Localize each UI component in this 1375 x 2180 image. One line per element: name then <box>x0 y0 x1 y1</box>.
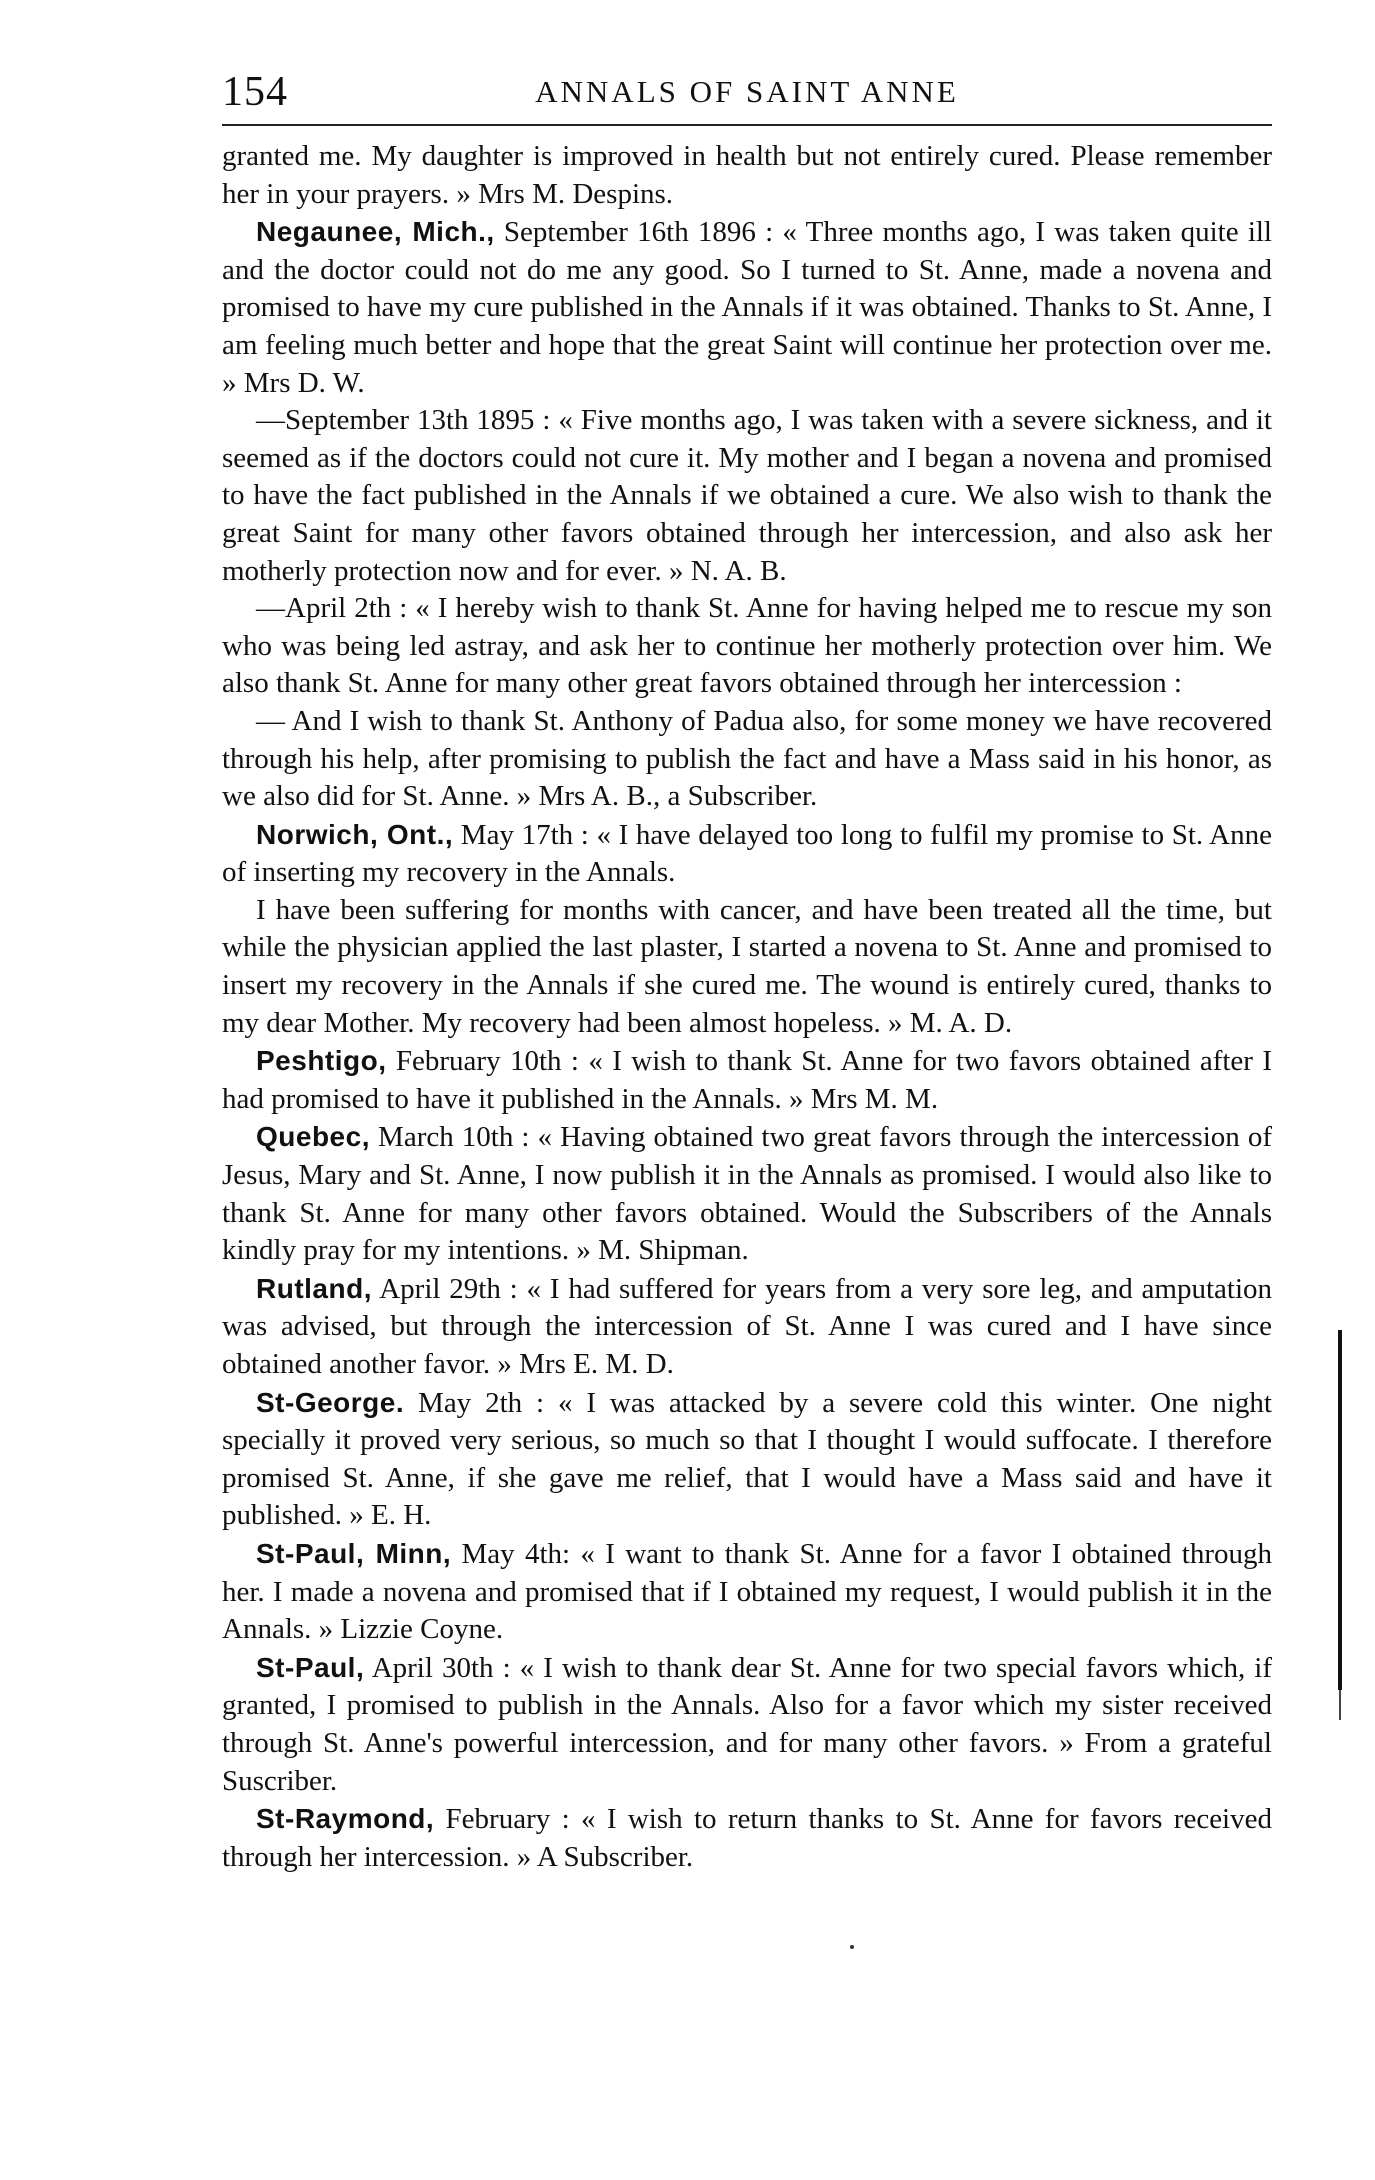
entry-text: May 2th : « I was attacked by a severe cold this winter. One night specially it proved very serious, so much so that I thought I would suffocate. I therefore promised St. Anne, if she gave me relief, that I would have a Mass said and have it published. » E. H. <box>222 1386 1272 1532</box>
entry-st-raymond <box>222 1800 1272 1876</box>
entry-text: May 4th: « I want to thank St. Anne for a favor I obtained through her. I made a novena and promised that if I obtained my request, I would publish it in the Annals. » Lizzie Coyne. <box>222 1537 1272 1646</box>
entry-place: St-Raymond, <box>256 1803 435 1835</box>
entry-place: Rutland, <box>256 1272 372 1304</box>
margin-rule-tail <box>1339 1690 1341 1720</box>
entry-text: February 10th : « I wish to thank St. Anne for two favors obtained after I had promised to have it published in the Annals. » Mrs M. M. <box>222 1045 1272 1115</box>
running-title: ANNALS OF SAINT ANNE <box>535 74 959 109</box>
entry-st-paul <box>222 1649 1272 1800</box>
entry-place: Negaunee, Mich., <box>256 216 495 248</box>
entry-text: I have been suffering for months with cancer, and have been treated all the time, but while the physician applied the last plaster, I started a novena to St. Anne and promised to insert my recovery in the Annals if she cured me. The wound is entirely cured, thanks to my dear Mother. My recovery had been almost hopeless. » M. A. D. <box>222 893 1272 1039</box>
page-number: 154 <box>222 69 288 115</box>
paragraph-text: granted me. My daughter is improved in health but not entirely cured. Please remember her in your prayers. » Mrs M. Despins. <box>222 140 1272 210</box>
entry-place: St-Paul, Minn, <box>256 1537 452 1569</box>
entry-rutland <box>222 1270 1272 1384</box>
entry-text: May 17th : « I have delayed too long to fulfil my promise to St. Anne of inserting my recovery in the Annals. <box>222 818 1272 889</box>
entry-place: Peshtigo, <box>256 1045 387 1077</box>
entry-text: —September 13th 1895 : « Five months ago, I was taken with a severe sickness, and it seemed as if the doctors could not cure it. My mother and I began a novena and promised to have the fact published in the Annals if we obtained a cure. We also wish to thank the great Saint for many other favors obtained through her intercession, and also ask her motherly protection now and for ever. » N. A. B. <box>222 404 1272 587</box>
entry-place: St-George. <box>256 1386 405 1418</box>
entry-april <box>222 590 1272 703</box>
entry-norwich <box>222 816 1272 892</box>
entry-norwich-continued <box>222 892 1272 1042</box>
entry-negaunee <box>222 213 1272 402</box>
entry-peshtigo <box>222 1042 1272 1118</box>
page <box>222 62 1272 1876</box>
entry-place: St-Paul, <box>256 1651 365 1683</box>
entry-st-paul-minn <box>222 1535 1272 1649</box>
margin-rule <box>1338 1330 1342 1690</box>
entry-text: April 29th : « I had suffered for years from a very sore leg, and amputation was advised, but through the intercession of St. Anne I was cured and I have since obtained another favor. » Mrs E. M. D. <box>222 1272 1272 1380</box>
entry-text: — And I wish to thank St. Anthony of Padua also, for some money we have recovered through his help, after promising to publish the fact and have a Mass said in his honor, as we also did for St. Anne. » Mrs A. B., a Subscriber. <box>222 704 1272 813</box>
entry-place: Quebec, <box>256 1121 370 1153</box>
entry-text: September 16th 1896 : « Three months ago, I was taken quite ill and the doctor could not do me any good. So I turned to St. Anne, made a novena and promised to have my cure published in the Annals if it was obtained. Thanks to St. Anne, I am feeling much better and hope that the great Saint will continue her protection over me. » Mrs D. W. <box>222 216 1272 399</box>
page-body <box>222 138 1272 1876</box>
entry-september <box>222 402 1272 590</box>
entry-anthony <box>222 703 1272 816</box>
entry-place: Norwich, Ont., <box>256 818 454 850</box>
paragraph-continued <box>222 138 1272 213</box>
entry-text: March 10th : « Having obtained two great favors through the intercession of Jesus, Mary and St. Anne, I now publish it in the Annals as promised. I would also like to thank St. Anne for many other favors obtained. Would the Subscribers of the Annals kindly pray for my intentions. » M. Shipman. <box>222 1121 1272 1267</box>
entry-text: April 30th : « I wish to thank dear St. Anne for two special favors which, if granted, I promised to publish in the Annals. Also for a favor which my sister received through St. Anne's powerful intercession, and for many other favors. » From a grateful Suscriber. <box>222 1651 1272 1797</box>
entry-text: —April 2th : « I hereby wish to thank St. Anne for having helped me to rescue my son who was being led astray, and ask her to continue her motherly protection over him. We also thank St. Anne for many other great favors obtained through her intercession : <box>222 592 1272 700</box>
entry-quebec <box>222 1118 1272 1269</box>
entry-text: February : « I wish to return thanks to St. Anne for favors received through her intercession. » A Subscriber. <box>222 1803 1272 1873</box>
page-header <box>222 62 1272 126</box>
scan-speck <box>850 1945 854 1949</box>
entry-st-george <box>222 1384 1272 1535</box>
